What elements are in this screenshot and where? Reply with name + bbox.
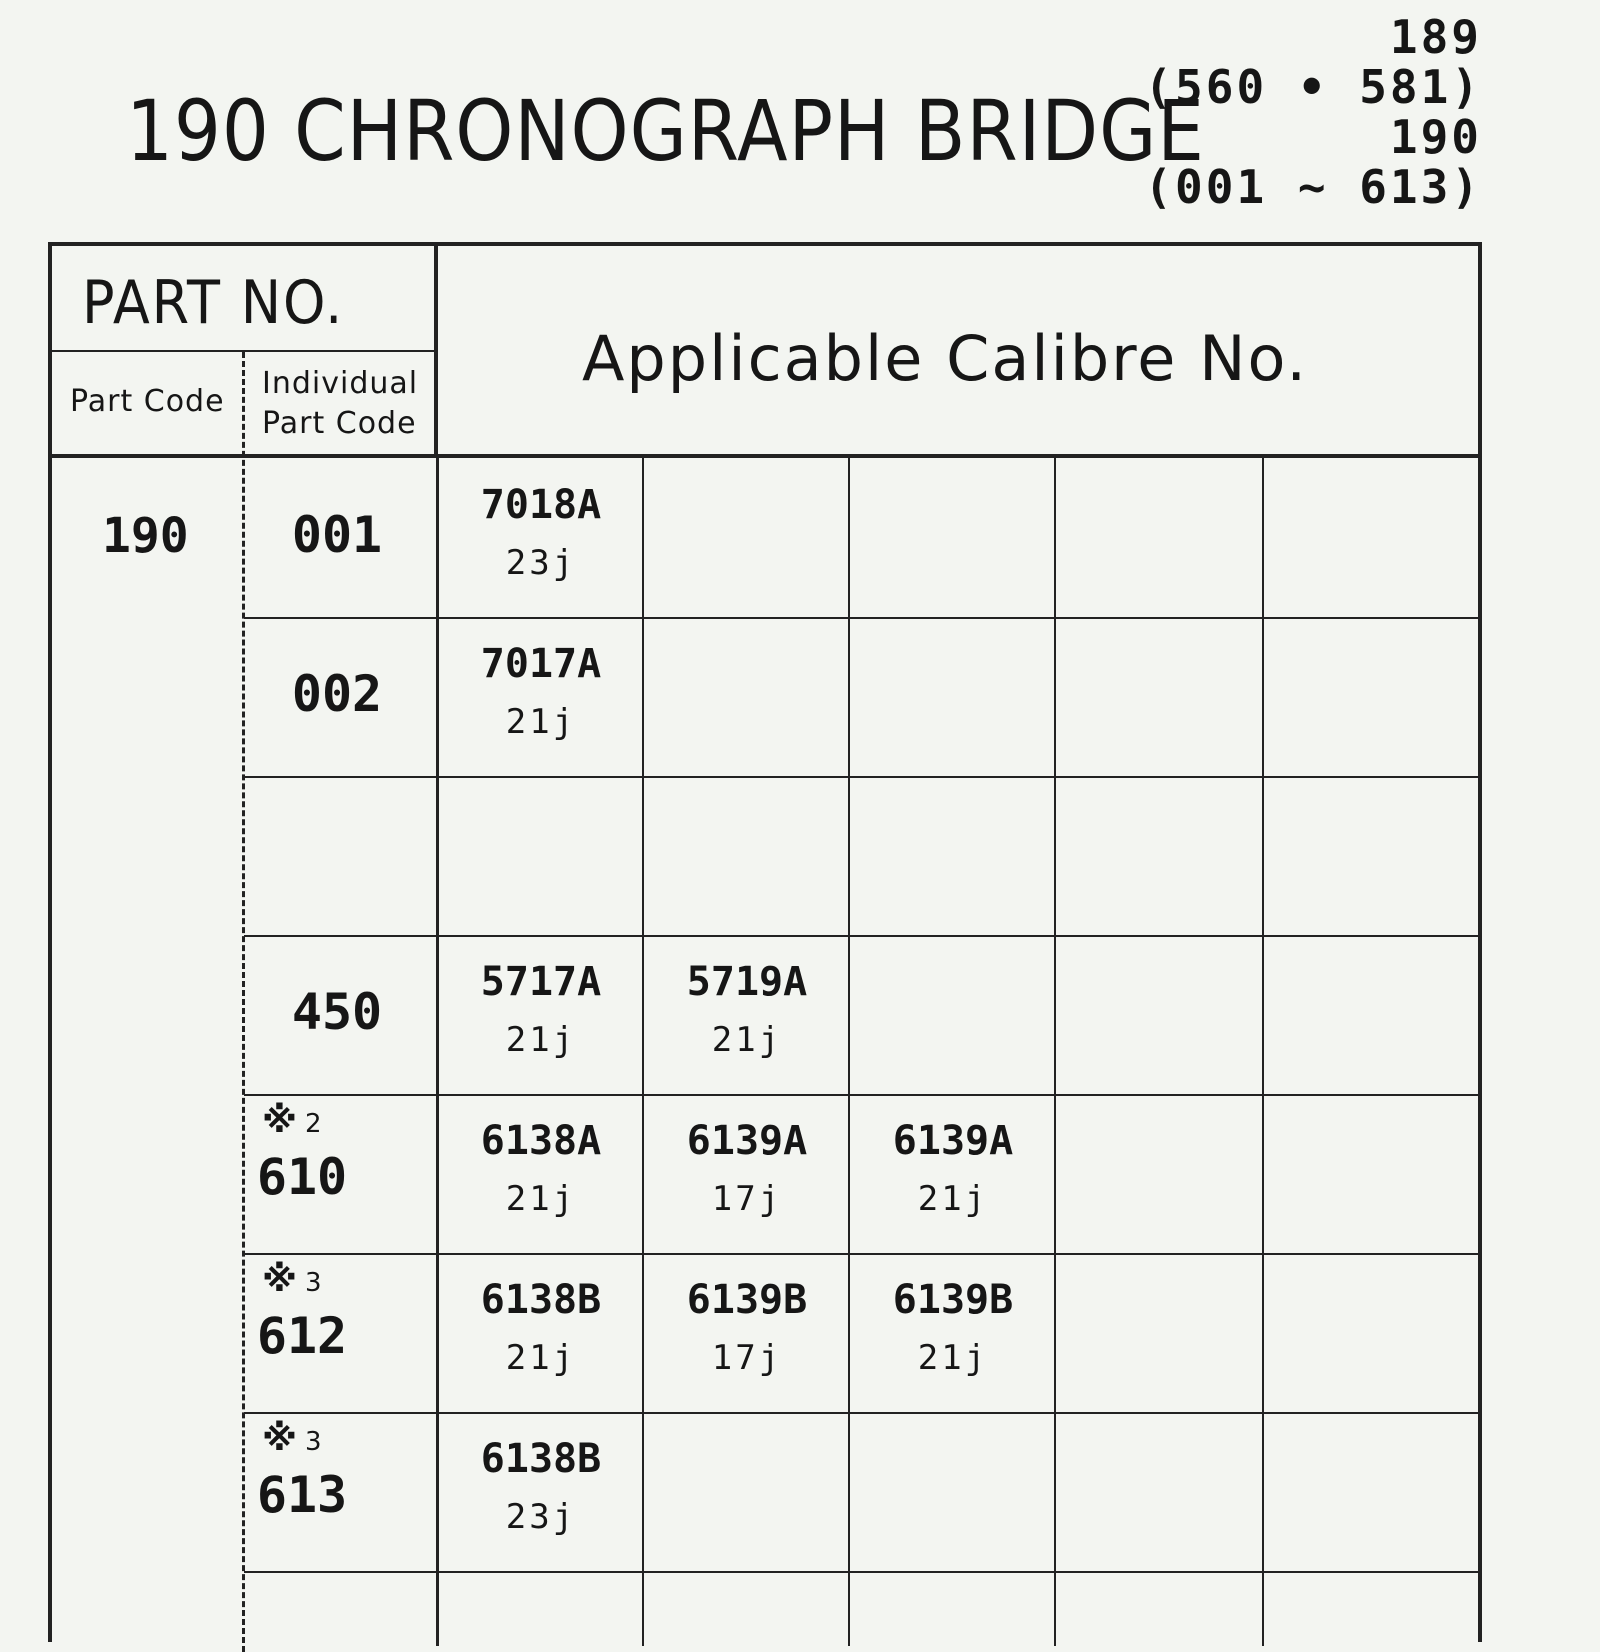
- column-header-applicable-calibre: Applicable Calibre No.: [582, 322, 1309, 395]
- range-line: (560 • 581): [1144, 60, 1482, 114]
- reference-mark-symbol: ※: [262, 1259, 297, 1300]
- calibre-jewel-count: 21j: [505, 1338, 577, 1378]
- table-row: [52, 776, 1478, 935]
- calibre-number: 6138B: [480, 1277, 602, 1323]
- range-line: (001 ~ 613): [1144, 160, 1482, 214]
- calibre-number: 5719A: [686, 959, 808, 1005]
- calibre-jewel-count: 23j: [505, 1497, 577, 1537]
- column-header-part-no: PART NO.: [82, 268, 345, 338]
- reference-mark: [262, 1418, 322, 1459]
- part-range-block: [1122, 12, 1482, 212]
- reference-mark: [262, 1259, 322, 1300]
- calibre-cell: [438, 635, 644, 751]
- reference-mark-symbol: ※: [262, 1418, 297, 1459]
- calibre-jewel-count: 23j: [505, 543, 577, 583]
- calibre-jewel-count: 17j: [711, 1179, 783, 1219]
- calibre-cell: [438, 1112, 644, 1228]
- calibre-number: 6138A: [480, 1118, 602, 1164]
- parts-table: [48, 242, 1482, 1642]
- reference-mark-number: 2: [305, 1109, 322, 1139]
- reference-mark-number: 3: [305, 1427, 322, 1457]
- individual-part-code: 002: [291, 665, 383, 723]
- calibre-jewel-count: 21j: [917, 1179, 989, 1219]
- table-row: [52, 617, 1478, 776]
- calibre-jewel-count: 21j: [505, 1179, 577, 1219]
- calibre-cell: [438, 953, 644, 1069]
- column-header-individual-part-code: [262, 364, 418, 444]
- table-row: [52, 935, 1478, 1094]
- calibre-jewel-count: 21j: [505, 702, 577, 742]
- calibre-jewel-count: 21j: [917, 1338, 989, 1378]
- individual-part-code: 001: [291, 506, 383, 564]
- page-title: 190 CHRONOGRAPH BRIDGE: [126, 82, 1205, 180]
- calibre-number: 7017A: [480, 641, 602, 687]
- reference-mark-symbol: ※: [262, 1100, 297, 1141]
- calibre-jewel-count: 17j: [711, 1338, 783, 1378]
- calibre-number: 6139B: [686, 1277, 808, 1323]
- calibre-number: 6139A: [686, 1118, 808, 1164]
- calibre-jewel-count: 21j: [505, 1020, 577, 1060]
- table-row: [52, 1253, 1478, 1412]
- calibre-cell: [438, 476, 644, 592]
- range-line: 190: [1389, 110, 1482, 164]
- table-row: [52, 1094, 1478, 1253]
- individual-part-code: 610: [256, 1148, 348, 1206]
- header-column-divider: [434, 246, 438, 456]
- calibre-cell: [644, 1112, 850, 1228]
- range-line: 189: [1389, 10, 1482, 64]
- calibre-cell: [438, 1430, 644, 1546]
- individual-part-code: 612: [256, 1307, 348, 1365]
- calibre-cell: [644, 1271, 850, 1387]
- row-divider: [244, 1571, 1478, 1573]
- calibre-number: 7018A: [480, 482, 602, 528]
- calibre-cell: [644, 953, 850, 1069]
- part-code-value: 190: [102, 508, 189, 564]
- calibre-jewel-count: 21j: [711, 1020, 783, 1060]
- calibre-number: 6139A: [892, 1118, 1014, 1164]
- individual-part-code: 613: [256, 1466, 348, 1524]
- calibre-cell: [438, 1271, 644, 1387]
- table-row: [52, 458, 1478, 617]
- calibre-cell: [850, 1112, 1056, 1228]
- calibre-number: 6139B: [892, 1277, 1014, 1323]
- column-header-line: Individual: [262, 366, 419, 401]
- table-row: [52, 1412, 1478, 1571]
- calibre-number: 5717A: [480, 959, 602, 1005]
- calibre-number: 6138B: [480, 1436, 602, 1482]
- individual-part-code: 450: [291, 983, 383, 1041]
- reference-mark-number: 3: [305, 1268, 322, 1298]
- column-header-part-code: Part Code: [70, 384, 225, 419]
- column-header-line: Part Code: [262, 406, 417, 441]
- calibre-cell: [850, 1271, 1056, 1387]
- reference-mark: [262, 1100, 322, 1141]
